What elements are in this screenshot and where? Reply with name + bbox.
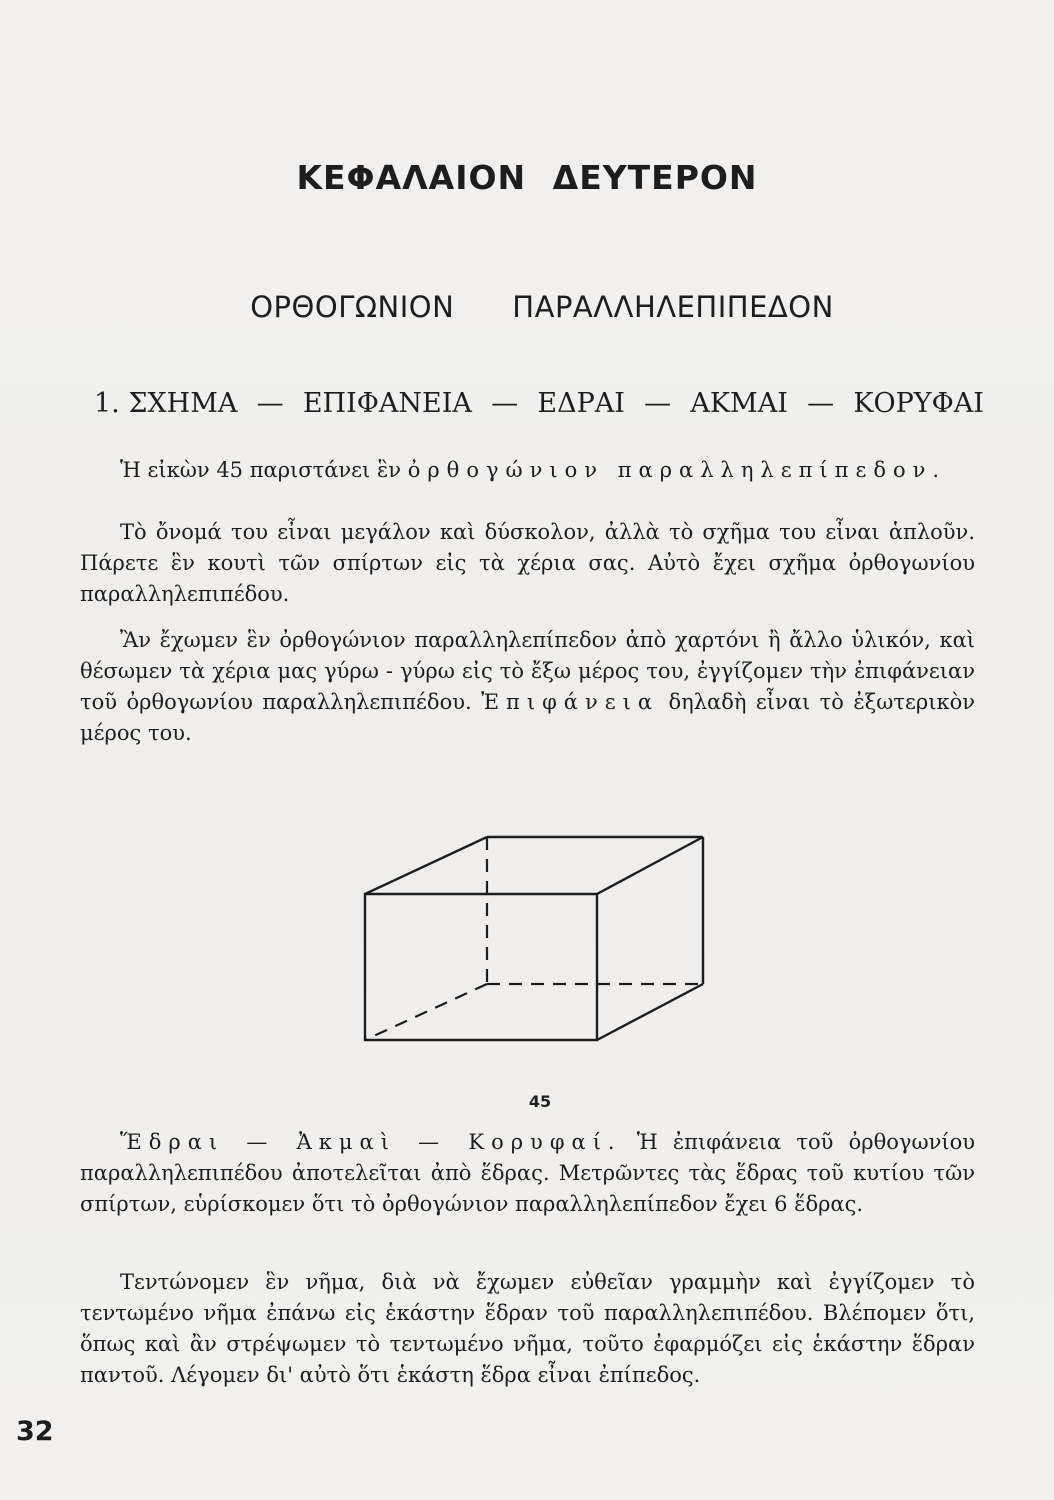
paragraph-definition-term: ὀρθογώνιον παραλληλεπίπεδον. xyxy=(407,458,947,482)
section-heading xyxy=(94,388,984,419)
paragraph-faces-term: Ἕδραι — Ἀκμαὶ — Κορυφαί. xyxy=(120,1130,622,1154)
section-heading-dash: — xyxy=(644,388,672,419)
box-top-right-edge xyxy=(597,837,703,894)
paragraph-faces xyxy=(80,1127,975,1220)
subject-title-word-1: ΟΡΘΟΓΩΝΙΟΝ xyxy=(250,290,455,324)
chapter-title: ΚΕΦΑΛΑΙΟΝ ΔΕΥΤΕΡΟΝ xyxy=(296,158,758,197)
page-number: 32 xyxy=(16,1416,54,1447)
section-heading-dash: — xyxy=(491,388,519,419)
box-hidden-bottom-edge xyxy=(365,984,487,1040)
section-heading-part: 1. ΣΧΗΜΑ xyxy=(94,388,238,419)
box-front-face xyxy=(365,894,597,1040)
section-heading-dash: — xyxy=(256,388,284,419)
paragraph-surface-lead: Ἂν ἔχωμεν ἓν ὀρθογώνιον παραλληλεπίπεδον ἀπὸ χαρτόνι ἢ ἄλλο ὑλικόν, καὶ θέσωμεν τὰ χέρια μας γύρω - γύρω εἰς τὸ ἔξω μέρος του, ἐγγίζομεν τὴν ἐπιφάνειαν τοῦ ὀρθογωνίου παραλληλεπιπέδου. xyxy=(80,628,975,714)
section-heading-part: ΑΚΜΑΙ xyxy=(690,388,788,419)
section-heading-part: ΕΔΡΑΙ xyxy=(537,388,625,419)
paragraph-thread: Τεντώνομεν ἓν νῆμα, διὰ νὰ ἔχωμεν εὐθεῖαν γραμμὴν καὶ ἐγγίζομεν τὸ τεντωμένο νῆμα ἐπάνω εἰς ἑκάστην ἕδραν τοῦ παραλληλεπιπέδου. Βλέπομεν ὅτι, ὅπως καὶ ἂν στρέψωμεν τὸ τεντωμένο νῆμα, τοῦτο ἐφαρμόζει εἰς ἑκάστην ἕδραν παντοῦ. Λέγομεν δι' αὐτὸ ὅτι ἑκάστη ἕδρα εἶναι ἐπίπεδος. xyxy=(80,1270,975,1387)
section-heading-part: ΕΠΙΦΑΝΕΙΑ xyxy=(302,388,472,419)
section-heading-dash: — xyxy=(807,388,835,419)
paragraph-surface xyxy=(80,625,975,749)
figure-number: 45 xyxy=(528,1092,552,1111)
subject-title-word-2: ΠΑΡΑΛΛΗΛΕΠΙΠΕΔΟΝ xyxy=(512,290,834,324)
section-heading-part: ΚΟΡΥΦΑΙ xyxy=(853,388,984,419)
paragraph-definition xyxy=(80,455,975,486)
paragraph-matchbox: Τὸ ὄνομά του εἶναι μεγάλον καὶ δύσκολον, ἀλλὰ τὸ σχῆμα του εἶναι ἁπλοῦν. Πάρετε ἓν κουτὶ τῶν σπίρτων εἰς τὰ χέρια σας. Αὐτὸ ἔχει σχῆμα ὀρθογωνίου παραλληλεπιπέδου. xyxy=(80,520,975,606)
box-bottom-right-edge xyxy=(597,984,703,1040)
box-top-left-edge xyxy=(365,837,487,894)
rectangular-box-figure xyxy=(360,830,710,1055)
paragraph-faces-tail: Ἡ ἐπιφάνεια τοῦ ὀρθογωνίου παραλληλεπιπέδου ἀποτελεῖται ἀπὸ ἕδρας. Μετρῶντες τὰς ἕδρας τοῦ κυτίου τῶν σπίρτων, εὑρίσκομεν ὅτι τὸ ὀρθογώνιον παραλληλεπίπεδον ἔχει 6 ἕδρας. xyxy=(80,1130,975,1216)
paragraph-surface-term: Ἐπιφάνεια xyxy=(481,690,660,714)
paragraph-surface-tail: δηλαδὴ εἶναι τὸ ἐξωτερικὸν μέρος του. xyxy=(80,690,975,745)
paragraph-definition-lead: Ἡ εἰκὼν 45 παριστάνει ἓν xyxy=(120,458,408,482)
subject-title xyxy=(0,290,1054,324)
